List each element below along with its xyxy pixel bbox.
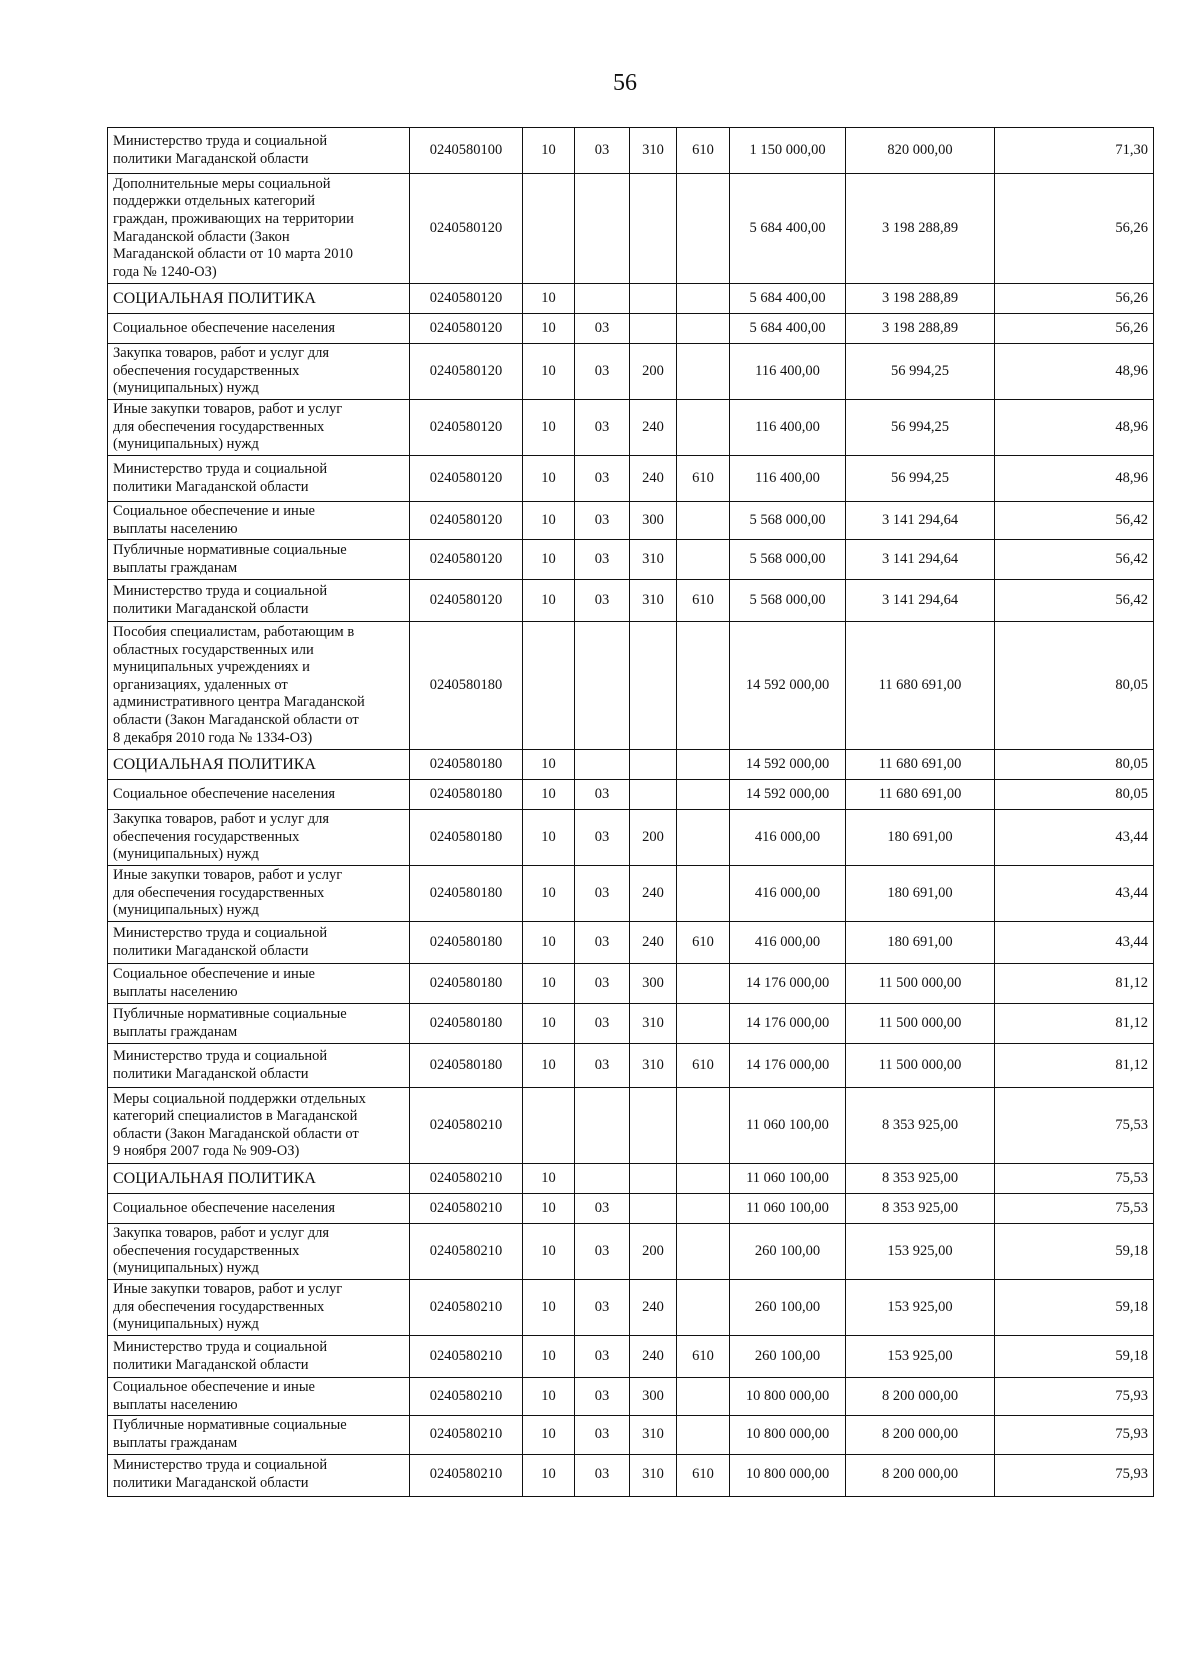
row-actual-amount: 180 691,00: [846, 866, 995, 922]
table-row: [108, 1280, 1154, 1336]
row-actual-amount: 8 353 925,00: [846, 1194, 995, 1224]
row-name: Министерство труда и социальной политики Магаданской области: [108, 456, 410, 502]
row-percent: 81,12: [995, 1004, 1154, 1044]
row-percent: 75,53: [995, 1088, 1154, 1164]
row-subsection-code: 03: [575, 128, 630, 174]
row-section-code: 10: [523, 1164, 575, 1194]
row-section-code: [523, 622, 575, 750]
row-actual-amount: 8 200 000,00: [846, 1378, 995, 1416]
table-row: [108, 1088, 1154, 1164]
table-row: [108, 1454, 1154, 1496]
row-name: Министерство труда и социальной политики Магаданской области: [108, 128, 410, 174]
row-name: Меры социальной поддержки отдельных категорий специалистов в Магаданской области (Закон Магаданской области от 9 ноября 2007 года № 909-ОЗ): [108, 1088, 410, 1164]
row-planned-amount: 260 100,00: [730, 1336, 846, 1378]
row-expense-type: 240: [630, 456, 677, 502]
row-code: 0240580210: [410, 1224, 523, 1280]
table-row: [108, 456, 1154, 502]
row-admin-code: [677, 622, 730, 750]
row-code: 0240580120: [410, 456, 523, 502]
row-planned-amount: 5 684 400,00: [730, 314, 846, 344]
row-planned-amount: 116 400,00: [730, 456, 846, 502]
row-expense-type: 200: [630, 810, 677, 866]
row-actual-amount: 11 680 691,00: [846, 780, 995, 810]
page-number: 56: [613, 70, 637, 96]
row-expense-type: [630, 1194, 677, 1224]
row-subsection-code: [575, 750, 630, 780]
row-expense-type: 300: [630, 1378, 677, 1416]
row-actual-amount: 11 500 000,00: [846, 1004, 995, 1044]
table-row: [108, 1044, 1154, 1088]
row-admin-code: [677, 810, 730, 866]
row-code: 0240580180: [410, 750, 523, 780]
row-percent: 56,42: [995, 540, 1154, 580]
row-expense-type: 310: [630, 540, 677, 580]
row-subsection-code: [575, 622, 630, 750]
row-percent: 80,05: [995, 780, 1154, 810]
row-percent: 48,96: [995, 400, 1154, 456]
row-actual-amount: 56 994,25: [846, 400, 995, 456]
row-expense-type: [630, 1088, 677, 1164]
row-subsection-code: 03: [575, 780, 630, 810]
row-expense-type: 310: [630, 1416, 677, 1454]
table-row: [108, 922, 1154, 964]
row-subsection-code: 03: [575, 1194, 630, 1224]
row-expense-type: [630, 622, 677, 750]
row-actual-amount: 56 994,25: [846, 456, 995, 502]
row-subsection-code: 03: [575, 1224, 630, 1280]
row-section-code: 10: [523, 540, 575, 580]
row-section-code: 10: [523, 964, 575, 1004]
row-admin-code: [677, 1164, 730, 1194]
row-expense-type: 240: [630, 866, 677, 922]
row-section-code: 10: [523, 1454, 575, 1496]
row-name: Социальное обеспечение и иные выплаты населению: [108, 964, 410, 1004]
row-section-code: 10: [523, 780, 575, 810]
row-planned-amount: 116 400,00: [730, 400, 846, 456]
row-subsection-code: 03: [575, 1004, 630, 1044]
row-subsection-code: 03: [575, 1416, 630, 1454]
row-code: 0240580180: [410, 964, 523, 1004]
row-admin-code: [677, 866, 730, 922]
row-planned-amount: 14 592 000,00: [730, 622, 846, 750]
row-expense-type: 310: [630, 580, 677, 622]
row-actual-amount: 3 198 288,89: [846, 284, 995, 314]
row-planned-amount: 5 684 400,00: [730, 284, 846, 314]
table-row: [108, 174, 1154, 284]
row-code: 0240580210: [410, 1336, 523, 1378]
row-name: Социальное обеспечение населения: [108, 314, 410, 344]
row-admin-code: [677, 314, 730, 344]
row-name: Министерство труда и социальной политики Магаданской области: [108, 1454, 410, 1496]
row-section-code: [523, 174, 575, 284]
row-planned-amount: 5 568 000,00: [730, 580, 846, 622]
row-section-code: 10: [523, 866, 575, 922]
row-percent: 80,05: [995, 622, 1154, 750]
row-admin-code: [677, 344, 730, 400]
row-percent: 56,26: [995, 314, 1154, 344]
row-planned-amount: 14 176 000,00: [730, 1004, 846, 1044]
row-expense-type: 240: [630, 1280, 677, 1336]
row-name: Публичные нормативные социальные выплаты гражданам: [108, 540, 410, 580]
row-percent: 43,44: [995, 922, 1154, 964]
row-planned-amount: 14 592 000,00: [730, 780, 846, 810]
row-percent: 59,18: [995, 1336, 1154, 1378]
row-name: Закупка товаров, работ и услуг для обеспечения государственных (муниципальных) нужд: [108, 344, 410, 400]
row-percent: 81,12: [995, 1044, 1154, 1088]
row-planned-amount: 260 100,00: [730, 1280, 846, 1336]
table-row: [108, 344, 1154, 400]
row-admin-code: 610: [677, 128, 730, 174]
row-subsection-code: [575, 284, 630, 314]
row-planned-amount: 10 800 000,00: [730, 1378, 846, 1416]
row-percent: 59,18: [995, 1224, 1154, 1280]
row-actual-amount: 8 353 925,00: [846, 1164, 995, 1194]
row-section-code: 10: [523, 1416, 575, 1454]
table-row: [108, 1224, 1154, 1280]
row-code: 0240580210: [410, 1088, 523, 1164]
row-percent: 48,96: [995, 344, 1154, 400]
row-percent: 75,53: [995, 1164, 1154, 1194]
row-subsection-code: 03: [575, 344, 630, 400]
row-code: 0240580180: [410, 1044, 523, 1088]
row-section-code: 10: [523, 314, 575, 344]
row-admin-code: [677, 540, 730, 580]
row-code: 0240580180: [410, 866, 523, 922]
row-subsection-code: 03: [575, 922, 630, 964]
row-planned-amount: 11 060 100,00: [730, 1088, 846, 1164]
row-actual-amount: 8 200 000,00: [846, 1454, 995, 1496]
row-admin-code: 610: [677, 1336, 730, 1378]
row-admin-code: [677, 780, 730, 810]
row-subsection-code: [575, 1164, 630, 1194]
row-code: 0240580210: [410, 1280, 523, 1336]
row-expense-type: 200: [630, 344, 677, 400]
row-percent: 56,26: [995, 174, 1154, 284]
row-percent: 56,42: [995, 580, 1154, 622]
row-admin-code: [677, 400, 730, 456]
row-subsection-code: 03: [575, 540, 630, 580]
row-code: 0240580210: [410, 1454, 523, 1496]
row-percent: 43,44: [995, 866, 1154, 922]
row-name: Иные закупки товаров, работ и услуг для обеспечения государственных (муниципальных) нужд: [108, 400, 410, 456]
row-actual-amount: 3 141 294,64: [846, 540, 995, 580]
row-name: Социальное обеспечение населения: [108, 780, 410, 810]
row-admin-code: [677, 1416, 730, 1454]
row-name: Закупка товаров, работ и услуг для обеспечения государственных (муниципальных) нужд: [108, 1224, 410, 1280]
row-code: 0240580120: [410, 540, 523, 580]
row-actual-amount: 8 353 925,00: [846, 1088, 995, 1164]
row-expense-type: 300: [630, 964, 677, 1004]
row-admin-code: 610: [677, 456, 730, 502]
table-row: [108, 1416, 1154, 1454]
row-actual-amount: 11 680 691,00: [846, 622, 995, 750]
row-name: Социальное обеспечение и иные выплаты населению: [108, 1378, 410, 1416]
row-planned-amount: 14 592 000,00: [730, 750, 846, 780]
row-percent: 48,96: [995, 456, 1154, 502]
row-percent: 71,30: [995, 128, 1154, 174]
table-row: [108, 622, 1154, 750]
row-actual-amount: 153 925,00: [846, 1280, 995, 1336]
row-subsection-code: 03: [575, 964, 630, 1004]
row-expense-type: 240: [630, 922, 677, 964]
budget-table: [107, 127, 1154, 1497]
row-name: СОЦИАЛЬНАЯ ПОЛИТИКА: [108, 284, 410, 314]
row-admin-code: [677, 1088, 730, 1164]
row-code: 0240580120: [410, 580, 523, 622]
row-code: 0240580120: [410, 174, 523, 284]
row-expense-type: [630, 314, 677, 344]
row-percent: 59,18: [995, 1280, 1154, 1336]
row-section-code: 10: [523, 1280, 575, 1336]
row-subsection-code: 03: [575, 1336, 630, 1378]
row-subsection-code: 03: [575, 1044, 630, 1088]
row-expense-type: [630, 284, 677, 314]
row-expense-type: 310: [630, 1004, 677, 1044]
row-subsection-code: [575, 1088, 630, 1164]
row-actual-amount: 3 141 294,64: [846, 502, 995, 540]
row-section-code: 10: [523, 1336, 575, 1378]
row-name: Министерство труда и социальной политики Магаданской области: [108, 580, 410, 622]
row-actual-amount: 3 198 288,89: [846, 314, 995, 344]
row-admin-code: [677, 750, 730, 780]
row-expense-type: 240: [630, 1336, 677, 1378]
row-name: СОЦИАЛЬНАЯ ПОЛИТИКА: [108, 750, 410, 780]
row-name: Иные закупки товаров, работ и услуг для обеспечения государственных (муниципальных) нужд: [108, 1280, 410, 1336]
row-admin-code: [677, 502, 730, 540]
row-subsection-code: 03: [575, 400, 630, 456]
row-code: 0240580180: [410, 1004, 523, 1044]
row-subsection-code: [575, 174, 630, 284]
row-section-code: 10: [523, 750, 575, 780]
row-planned-amount: 11 060 100,00: [730, 1164, 846, 1194]
row-actual-amount: 3 141 294,64: [846, 580, 995, 622]
row-percent: 75,93: [995, 1454, 1154, 1496]
row-section-code: 10: [523, 922, 575, 964]
row-actual-amount: 3 198 288,89: [846, 174, 995, 284]
row-code: 0240580180: [410, 922, 523, 964]
row-expense-type: 310: [630, 1454, 677, 1496]
row-name: Иные закупки товаров, работ и услуг для обеспечения государственных (муниципальных) нужд: [108, 866, 410, 922]
table-row: [108, 750, 1154, 780]
row-admin-code: [677, 1194, 730, 1224]
row-subsection-code: 03: [575, 502, 630, 540]
row-section-code: 10: [523, 400, 575, 456]
row-planned-amount: 116 400,00: [730, 344, 846, 400]
row-subsection-code: 03: [575, 314, 630, 344]
table-row: [108, 1164, 1154, 1194]
row-actual-amount: 8 200 000,00: [846, 1416, 995, 1454]
row-name: Министерство труда и социальной политики Магаданской области: [108, 922, 410, 964]
table-row: [108, 580, 1154, 622]
row-planned-amount: 416 000,00: [730, 922, 846, 964]
row-name: СОЦИАЛЬНАЯ ПОЛИТИКА: [108, 1164, 410, 1194]
row-subsection-code: 03: [575, 1378, 630, 1416]
row-name: Закупка товаров, работ и услуг для обеспечения государственных (муниципальных) нужд: [108, 810, 410, 866]
row-actual-amount: 820 000,00: [846, 128, 995, 174]
row-section-code: 10: [523, 1044, 575, 1088]
row-admin-code: [677, 1280, 730, 1336]
row-code: 0240580100: [410, 128, 523, 174]
row-expense-type: [630, 780, 677, 810]
table-row: [108, 400, 1154, 456]
row-planned-amount: 10 800 000,00: [730, 1416, 846, 1454]
row-expense-type: [630, 1164, 677, 1194]
row-code: 0240580180: [410, 622, 523, 750]
row-code: 0240580120: [410, 400, 523, 456]
row-section-code: 10: [523, 456, 575, 502]
row-actual-amount: 180 691,00: [846, 810, 995, 866]
row-code: 0240580120: [410, 284, 523, 314]
row-subsection-code: 03: [575, 1454, 630, 1496]
row-planned-amount: 14 176 000,00: [730, 1044, 846, 1088]
row-section-code: 10: [523, 1378, 575, 1416]
row-percent: 81,12: [995, 964, 1154, 1004]
table-row: [108, 540, 1154, 580]
table-row: [108, 502, 1154, 540]
row-admin-code: [677, 1378, 730, 1416]
row-name: Министерство труда и социальной политики Магаданской области: [108, 1336, 410, 1378]
row-actual-amount: 153 925,00: [846, 1336, 995, 1378]
table-row: [108, 1336, 1154, 1378]
table-row: [108, 284, 1154, 314]
table-row: [108, 964, 1154, 1004]
row-name: Министерство труда и социальной политики Магаданской области: [108, 1044, 410, 1088]
row-expense-type: [630, 174, 677, 284]
row-planned-amount: 5 684 400,00: [730, 174, 846, 284]
row-planned-amount: 5 568 000,00: [730, 502, 846, 540]
row-expense-type: 310: [630, 1044, 677, 1088]
row-admin-code: [677, 1224, 730, 1280]
row-section-code: 10: [523, 810, 575, 866]
row-code: 0240580120: [410, 502, 523, 540]
table-row: [108, 1004, 1154, 1044]
table-row: [108, 128, 1154, 174]
row-planned-amount: 416 000,00: [730, 810, 846, 866]
row-section-code: 10: [523, 128, 575, 174]
row-section-code: 10: [523, 502, 575, 540]
row-subsection-code: 03: [575, 866, 630, 922]
row-actual-amount: 11 680 691,00: [846, 750, 995, 780]
row-actual-amount: 153 925,00: [846, 1224, 995, 1280]
table-row: [108, 314, 1154, 344]
table-row: [108, 1378, 1154, 1416]
row-actual-amount: 56 994,25: [846, 344, 995, 400]
row-code: 0240580180: [410, 780, 523, 810]
row-percent: 80,05: [995, 750, 1154, 780]
row-percent: 43,44: [995, 810, 1154, 866]
row-name: Пособия специалистам, работающим в областных государственных или муниципальных учреждениях и организациях, удаленных от административного центра Магаданской области (Закон Магаданской области от 8 декабря 2010 года № 1334-ОЗ): [108, 622, 410, 750]
row-subsection-code: 03: [575, 810, 630, 866]
row-expense-type: 200: [630, 1224, 677, 1280]
row-subsection-code: 03: [575, 1280, 630, 1336]
row-planned-amount: 416 000,00: [730, 866, 846, 922]
row-expense-type: 310: [630, 128, 677, 174]
row-section-code: 10: [523, 1224, 575, 1280]
row-admin-code: [677, 174, 730, 284]
row-admin-code: 610: [677, 1454, 730, 1496]
row-name: Публичные нормативные социальные выплаты гражданам: [108, 1416, 410, 1454]
row-actual-amount: 180 691,00: [846, 922, 995, 964]
row-name: Дополнительные меры социальной поддержки отдельных категорий граждан, проживающих на территории Магаданской области (Закон Магаданской области от 10 марта 2010 года № 1240-ОЗ): [108, 174, 410, 284]
row-planned-amount: 10 800 000,00: [730, 1454, 846, 1496]
row-name: Социальное обеспечение населения: [108, 1194, 410, 1224]
row-section-code: 10: [523, 284, 575, 314]
row-code: 0240580210: [410, 1378, 523, 1416]
row-section-code: 10: [523, 1004, 575, 1044]
table-row: [108, 1194, 1154, 1224]
row-admin-code: [677, 284, 730, 314]
row-section-code: 10: [523, 1194, 575, 1224]
table-row: [108, 866, 1154, 922]
row-admin-code: 610: [677, 1044, 730, 1088]
row-expense-type: 240: [630, 400, 677, 456]
row-code: 0240580120: [410, 314, 523, 344]
row-admin-code: 610: [677, 922, 730, 964]
row-percent: 56,42: [995, 502, 1154, 540]
row-code: 0240580210: [410, 1164, 523, 1194]
row-expense-type: [630, 750, 677, 780]
row-code: 0240580210: [410, 1194, 523, 1224]
row-expense-type: 300: [630, 502, 677, 540]
table-row: [108, 780, 1154, 810]
row-percent: 75,93: [995, 1416, 1154, 1454]
row-actual-amount: 11 500 000,00: [846, 1044, 995, 1088]
row-code: 0240580210: [410, 1416, 523, 1454]
row-section-code: [523, 1088, 575, 1164]
row-planned-amount: 11 060 100,00: [730, 1194, 846, 1224]
row-percent: 75,53: [995, 1194, 1154, 1224]
row-name: Социальное обеспечение и иные выплаты населению: [108, 502, 410, 540]
row-name: Публичные нормативные социальные выплаты гражданам: [108, 1004, 410, 1044]
row-planned-amount: 5 568 000,00: [730, 540, 846, 580]
row-actual-amount: 11 500 000,00: [846, 964, 995, 1004]
row-code: 0240580180: [410, 810, 523, 866]
row-section-code: 10: [523, 344, 575, 400]
row-subsection-code: 03: [575, 580, 630, 622]
row-percent: 56,26: [995, 284, 1154, 314]
row-planned-amount: 260 100,00: [730, 1224, 846, 1280]
row-subsection-code: 03: [575, 456, 630, 502]
row-code: 0240580120: [410, 344, 523, 400]
row-admin-code: 610: [677, 580, 730, 622]
row-section-code: 10: [523, 580, 575, 622]
row-admin-code: [677, 964, 730, 1004]
row-percent: 75,93: [995, 1378, 1154, 1416]
table-row: [108, 810, 1154, 866]
row-planned-amount: 14 176 000,00: [730, 964, 846, 1004]
row-admin-code: [677, 1004, 730, 1044]
row-planned-amount: 1 150 000,00: [730, 128, 846, 174]
